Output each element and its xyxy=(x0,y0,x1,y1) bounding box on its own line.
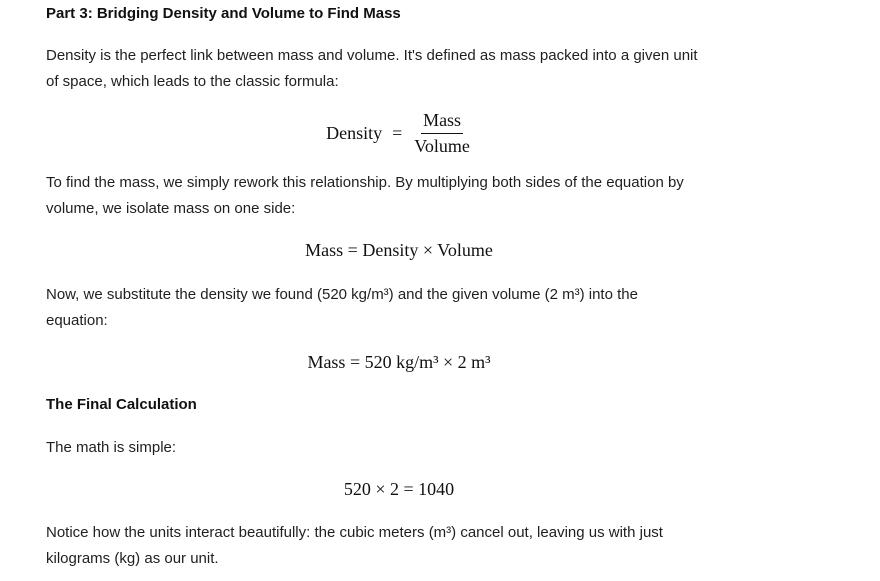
intro-line-1: Density is the perfect link between mass and volume. It's defined as mass packed into a given unit xyxy=(46,47,698,64)
notice-paragraph xyxy=(46,520,663,572)
rework-paragraph xyxy=(46,170,684,222)
fraction-denominator: Volume xyxy=(414,136,470,156)
formula-lhs: Density xyxy=(326,123,383,143)
substitute-paragraph xyxy=(46,282,638,334)
rework-line-1: To find the mass, we simply rework this relationship. By multiplying both sides of the equation by xyxy=(46,174,684,191)
calculation-formula: 520 × 2 = 1040 xyxy=(343,479,455,499)
intro-paragraph xyxy=(46,43,698,95)
fraction-numerator: Mass xyxy=(421,110,463,134)
mass-formula: Mass = Density × Volume xyxy=(305,240,493,260)
section-heading-final: The Final Calculation xyxy=(46,396,197,413)
fraction xyxy=(412,110,472,157)
substituted-formula: Mass = 520 kg/m³ × 2 m³ xyxy=(307,352,491,372)
notice-line-1: Notice how the units interact beautifully: the cubic meters (m³) cancel out, leaving us with just xyxy=(46,524,663,541)
math-line: The math is simple: xyxy=(46,439,177,456)
density-formula xyxy=(0,110,798,157)
section-heading-part3: Part 3: Bridging Density and Volume to Find Mass xyxy=(46,5,401,22)
substitute-line-1: Now, we substitute the density we found (520 kg/m³) and the given volume (2 m³) into the xyxy=(46,286,638,303)
math-paragraph xyxy=(46,435,176,461)
equals-sign: = xyxy=(392,123,403,143)
substitute-line-2: equation: xyxy=(46,312,108,329)
notice-line-2: kilograms (kg) as our unit. xyxy=(46,550,219,567)
rework-line-2: volume, we isolate mass on one side: xyxy=(46,200,296,217)
intro-line-2: of space, which leads to the classic formula: xyxy=(46,73,339,90)
